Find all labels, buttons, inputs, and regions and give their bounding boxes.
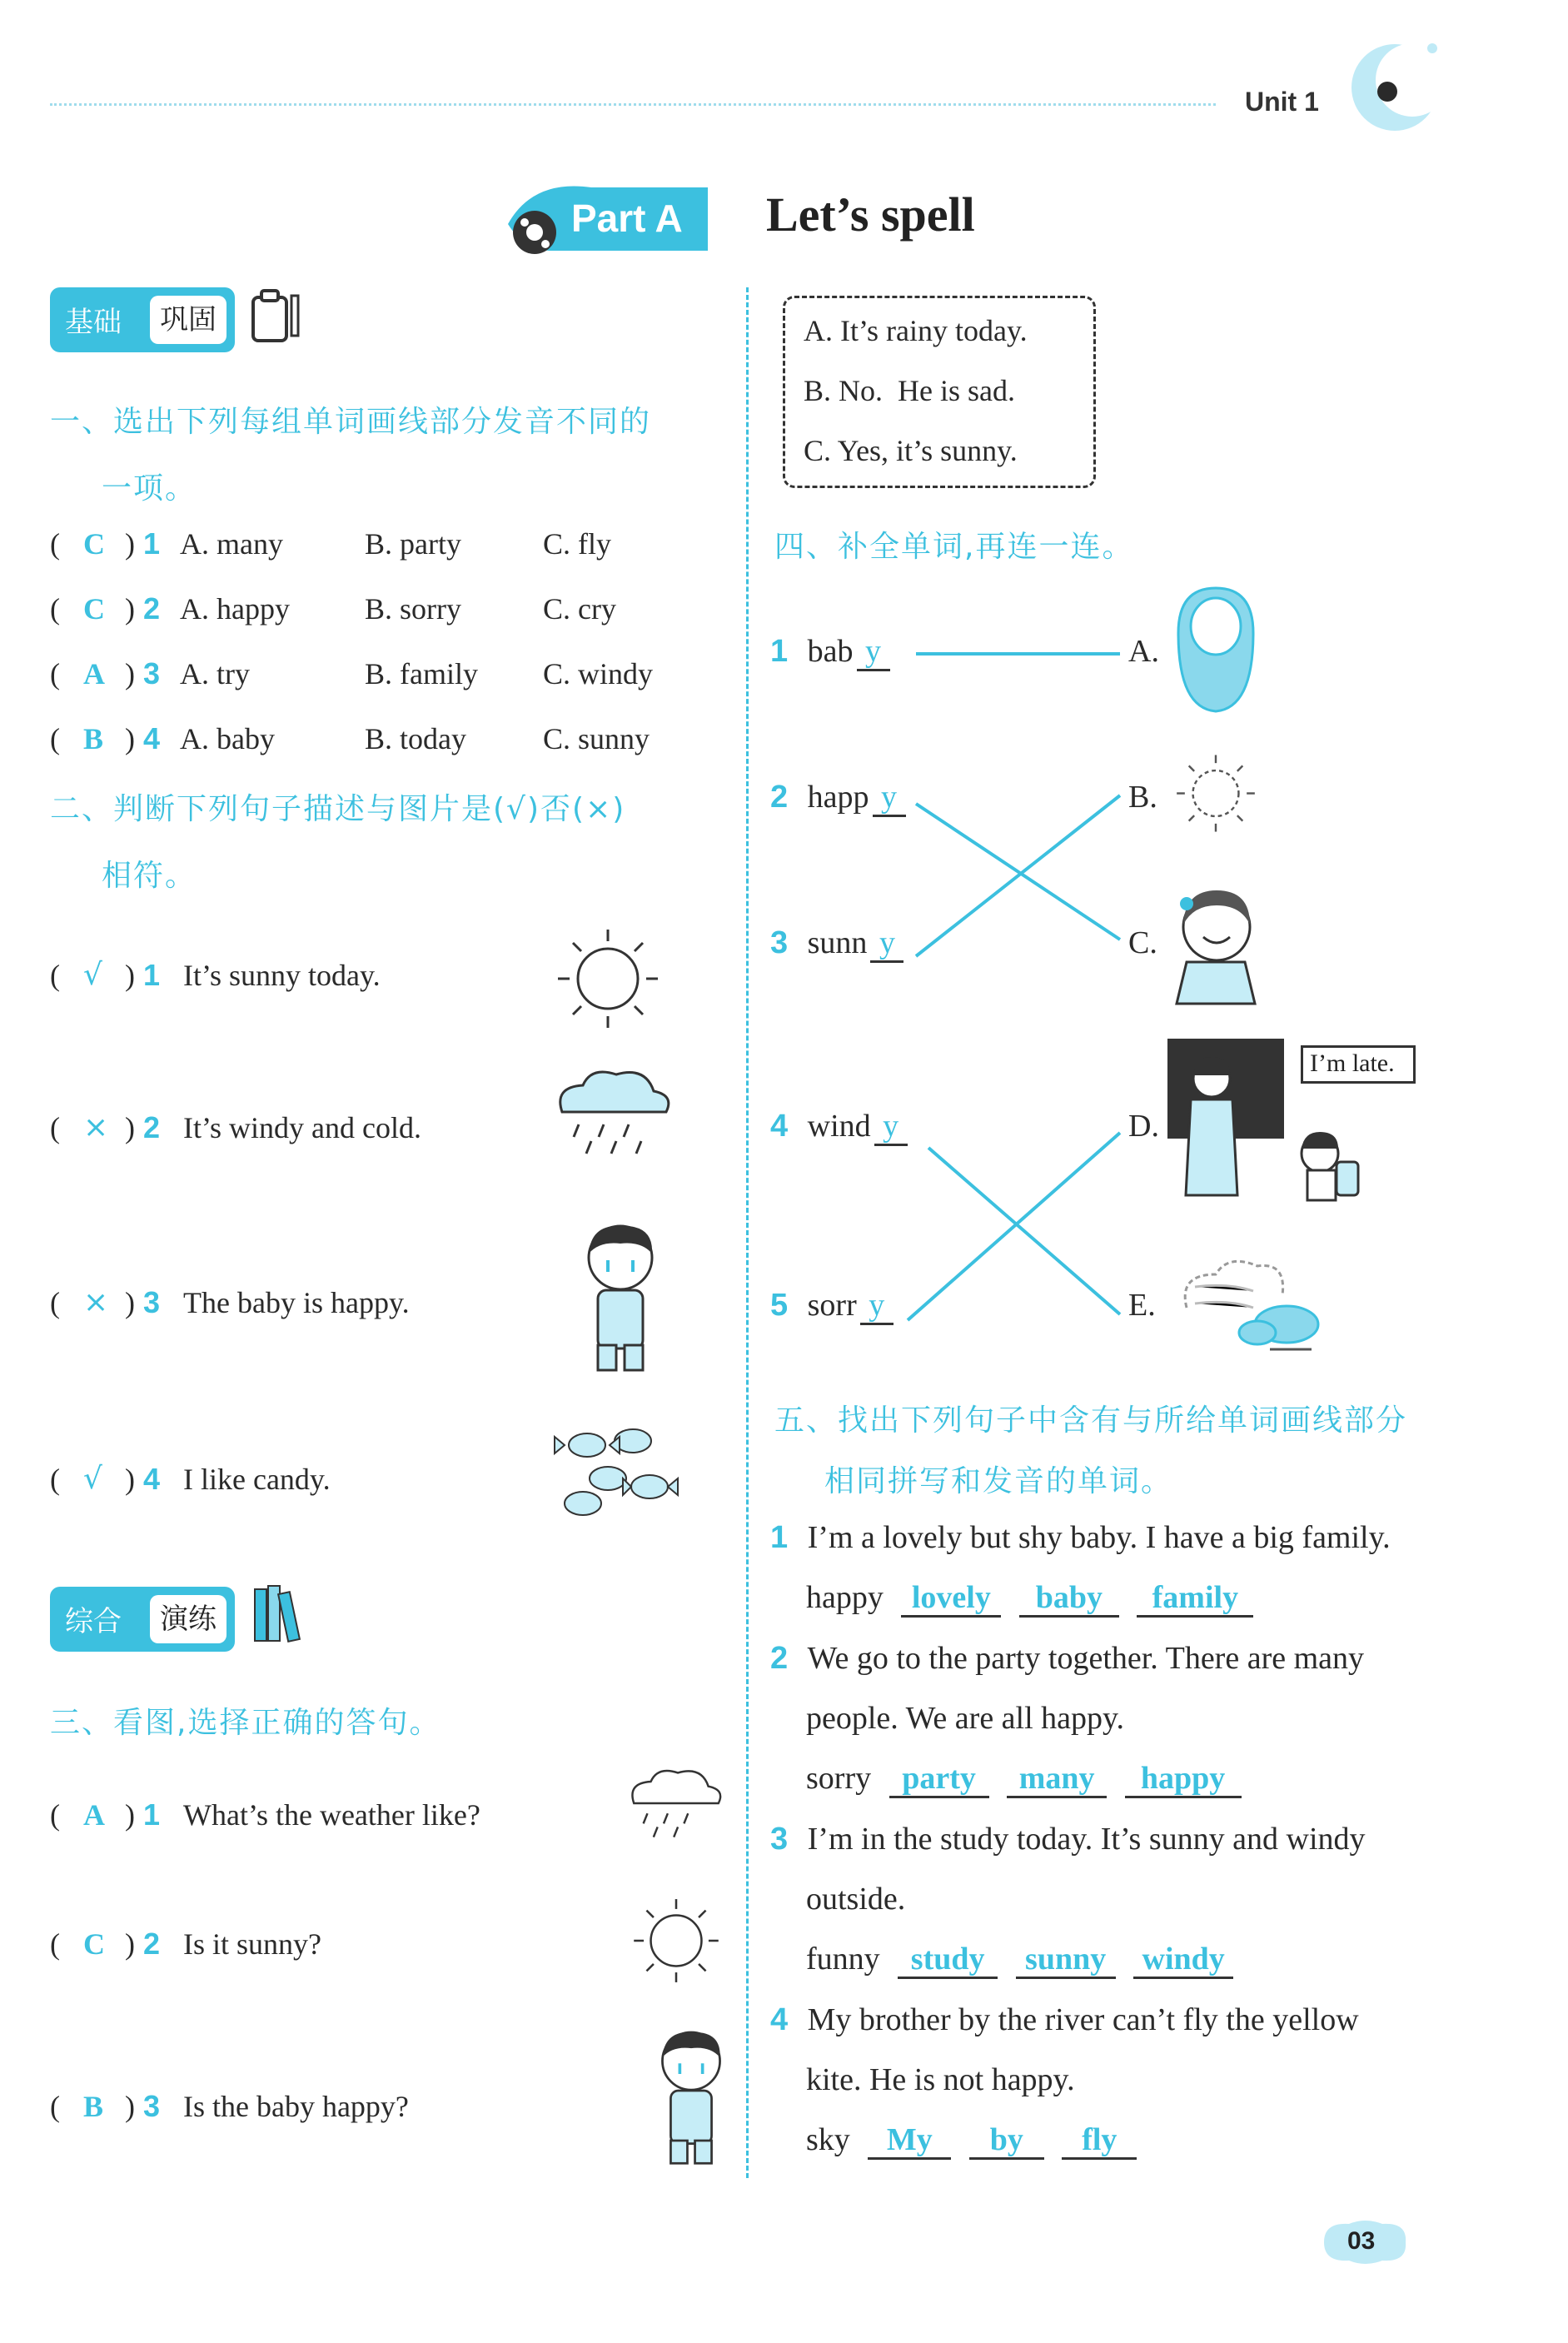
s5-answer-3a: study (898, 1943, 998, 1979)
s5-item-1-line1 (770, 1519, 1391, 1556)
s5-item-4-line2: kite. He is not happy. (806, 2062, 1075, 2097)
match-line-4 (928, 1148, 1120, 1314)
s2-answer-2: × (83, 1110, 109, 1144)
s1-row-4: ( B ) 4 A. baby B. today C. sunny (50, 721, 650, 755)
s1-row-3: ( A ) 3 A. try B. family C. windy (50, 656, 654, 690)
s3-text-2: Is it sunny? (183, 1927, 321, 1961)
s2-text-1: It’s sunny today. (183, 959, 381, 992)
s5-answer-row-4 (806, 2121, 1137, 2160)
s3-row-2: ( C ) 2 Is it sunny? (50, 1927, 321, 1961)
s2-text-4: I like candy. (183, 1463, 331, 1496)
s4-stem-4: wind (807, 1109, 871, 1144)
s4-num-5: 5 (770, 1288, 789, 1323)
s2-answer-3: × (83, 1285, 109, 1319)
section1-heading-cont: 一项。 (102, 471, 197, 506)
s2-row-3: ( × ) 3 The baby is happy. (50, 1285, 410, 1319)
sun-icon-dotted (1166, 750, 1266, 837)
s3-num-2: 2 (143, 1927, 161, 1961)
s1-opt-c-2: C. cry (543, 592, 616, 626)
s5-item-2-line1 (770, 1640, 1364, 1677)
section5-heading-cont: 相同拼写和发音的单词。 (824, 1464, 1173, 1498)
s1-opt-b-3: B. family (365, 657, 478, 690)
page-title: Let’s spell (766, 187, 975, 242)
s3-row-3: ( B ) 3 Is the baby happy? (50, 2089, 409, 2123)
s1-row-1: ( C ) 1 A. many B. party C. fly (50, 526, 612, 561)
unit-label: Unit 1 (1245, 87, 1319, 117)
s4-letter-a: A. (1128, 634, 1159, 669)
s5-answer-4b: by (969, 2124, 1044, 2160)
s5-num-1: 1 (770, 1520, 789, 1555)
s2-answer-4: √ (83, 1462, 102, 1496)
s4-num-4: 4 (770, 1109, 789, 1144)
s1-num-2: 2 (143, 591, 161, 626)
comprehensive-badge-left: 综合 (65, 1605, 122, 1638)
section1-heading: 一、选出下列每组单词画线部分发音不同的 (50, 405, 652, 439)
s5-item-3-line2: outside. (806, 1882, 906, 1917)
s5-item-2-line2: people. We are all happy. (806, 1701, 1125, 1736)
s4-fill-3: y (870, 927, 903, 963)
s5-text-1: I’m a lovely but shy baby. I have a big family. (807, 1520, 1391, 1555)
s2-num-1: 1 (143, 958, 161, 992)
s4-fill-5: y (860, 1289, 894, 1325)
part-a-label: Part A (571, 197, 683, 240)
s3-answer-2: C (83, 1927, 105, 1961)
s2-text-3: The baby is happy. (183, 1286, 410, 1319)
s3-text-3: Is the baby happy? (183, 2090, 409, 2123)
s5-answer-row-1 (806, 1579, 1253, 1618)
speech-bubble (1301, 1045, 1416, 1084)
s5-answer-1c: family (1137, 1582, 1253, 1618)
s1-num-1: 1 (143, 526, 161, 561)
s5-word-3: funny (806, 1942, 880, 1977)
page-number: 03 (1347, 2227, 1376, 2255)
s3-num-3: 3 (143, 2089, 161, 2123)
s5-answer-4c: fly (1062, 2124, 1137, 2160)
s4-stem-5: sorr (807, 1288, 857, 1323)
s1-opt-a-4: A. baby (180, 722, 275, 755)
match-line-5 (908, 1133, 1120, 1320)
s5-item-4-line1 (770, 2002, 1359, 2038)
windy-tree-icon (1170, 1249, 1328, 1358)
match-line-3 (916, 795, 1120, 956)
s4-letter-e: E. (1128, 1288, 1156, 1323)
s4-fill-2: y (873, 781, 906, 817)
s3-answer-1: A (83, 1798, 105, 1832)
s1-opt-a-1: A. many (180, 527, 283, 561)
s3-row-1: ( A ) 1 What’s the weather like? (50, 1797, 480, 1832)
s2-text-2: It’s windy and cold. (183, 1111, 421, 1144)
basic-badge-right: 巩固 (150, 296, 226, 344)
s2-row-1: ( √ ) 1 It’s sunny today. (50, 958, 381, 992)
s4-stem-1: bab (807, 634, 854, 669)
s1-answer-1: C (83, 527, 105, 561)
s4-letter-c: C. (1128, 925, 1157, 960)
s3-num-1: 1 (143, 1797, 161, 1832)
s1-opt-a-3: A. try (180, 657, 250, 690)
s5-answer-4a: My (868, 2124, 951, 2160)
option-c: C. Yes, it’s sunny. (804, 434, 1018, 467)
s1-opt-c-1: C. fly (543, 527, 612, 561)
s1-opt-a-2: A. happy (180, 592, 290, 626)
s5-item-3-line1 (770, 1821, 1366, 1857)
option-a: A. It’s rainy today. (804, 314, 1028, 347)
s5-word-4: sky (806, 2122, 850, 2157)
s2-num-4: 4 (143, 1462, 161, 1496)
s5-answer-1b: baby (1019, 1582, 1119, 1618)
s1-answer-2: C (83, 592, 105, 626)
s4-num-1: 1 (770, 634, 789, 669)
s1-opt-c-4: C. sunny (543, 722, 650, 755)
s5-text-2: We go to the party together. There are many (807, 1641, 1365, 1676)
section2-heading-cont: 相符。 (102, 859, 197, 893)
basic-badge-left: 基础 (65, 306, 122, 339)
section4-heading: 四、补全单词,再连一连。 (774, 530, 1134, 564)
s1-opt-b-4: B. today (365, 722, 466, 755)
s3-answer-3: B (83, 2090, 104, 2123)
s5-answer-3c: windy (1133, 1943, 1233, 1979)
s3-text-1: What’s the weather like? (183, 1798, 480, 1832)
s5-answer-2b: many (1007, 1762, 1107, 1798)
section3-heading: 三、看图,选择正确的答句。 (50, 1706, 441, 1740)
baby-bundle-icon (1170, 583, 1262, 716)
s4-letter-b: B. (1128, 780, 1157, 815)
s4-fill-1: y (857, 636, 890, 671)
s2-row-4: ( √ ) 4 I like candy. (50, 1462, 331, 1496)
s5-answer-row-2 (806, 1760, 1242, 1798)
s5-text-3: I’m in the study today. It’s sunny and windy (807, 1822, 1366, 1857)
s4-num-3: 3 (770, 925, 789, 960)
comprehensive-badge-right: 演练 (150, 1595, 226, 1643)
s1-opt-b-2: B. sorry (365, 592, 461, 626)
s1-opt-b-1: B. party (365, 527, 461, 561)
s2-answer-1: √ (83, 958, 102, 992)
s4-num-2: 2 (770, 780, 789, 815)
s1-num-3: 3 (143, 656, 161, 690)
s5-word-1: happy (806, 1580, 884, 1615)
s5-num-3: 3 (770, 1822, 789, 1857)
section5-heading: 五、找出下列句子中含有与所给单词画线部分 (774, 1403, 1408, 1438)
s2-num-3: 3 (143, 1285, 161, 1319)
s5-num-4: 4 (770, 2002, 789, 2037)
s5-answer-row-3 (806, 1941, 1233, 1979)
s5-answer-1a: lovely (901, 1582, 1001, 1618)
s5-word-2: sorry (806, 1761, 872, 1796)
speech-bubble-text: I’m late. (1310, 1049, 1395, 1077)
page-number-badge (1316, 2217, 1416, 2267)
option-b: B. No. He is sad. (804, 374, 1015, 407)
s5-answer-2a: party (889, 1762, 989, 1798)
s5-num-2: 2 (770, 1641, 789, 1676)
s4-stem-2: happ (807, 780, 869, 815)
s4-letter-d: D. (1128, 1109, 1159, 1144)
s5-answer-3b: sunny (1016, 1943, 1116, 1979)
s1-answer-4: B (83, 722, 104, 755)
s1-answer-3: A (83, 657, 105, 690)
s1-row-2: ( C ) 2 A. happy B. sorry C. cry (50, 591, 616, 626)
s2-num-2: 2 (143, 1110, 161, 1144)
happy-girl-icon (1162, 879, 1270, 1012)
s5-answer-2c: happy (1125, 1762, 1242, 1798)
section2-heading: 二、判断下列句子描述与图片是(√)否(×) (50, 792, 626, 826)
s5-text-4: My brother by the river can’t fly the yellow (807, 2002, 1359, 2037)
s4-stem-3: sunn (807, 925, 868, 960)
s1-num-4: 4 (143, 721, 161, 755)
s2-row-2: ( × ) 2 It’s windy and cold. (50, 1110, 421, 1144)
s4-fill-4: y (874, 1110, 908, 1146)
s1-opt-c-3: C. windy (543, 657, 654, 690)
match-line-2 (916, 804, 1120, 940)
